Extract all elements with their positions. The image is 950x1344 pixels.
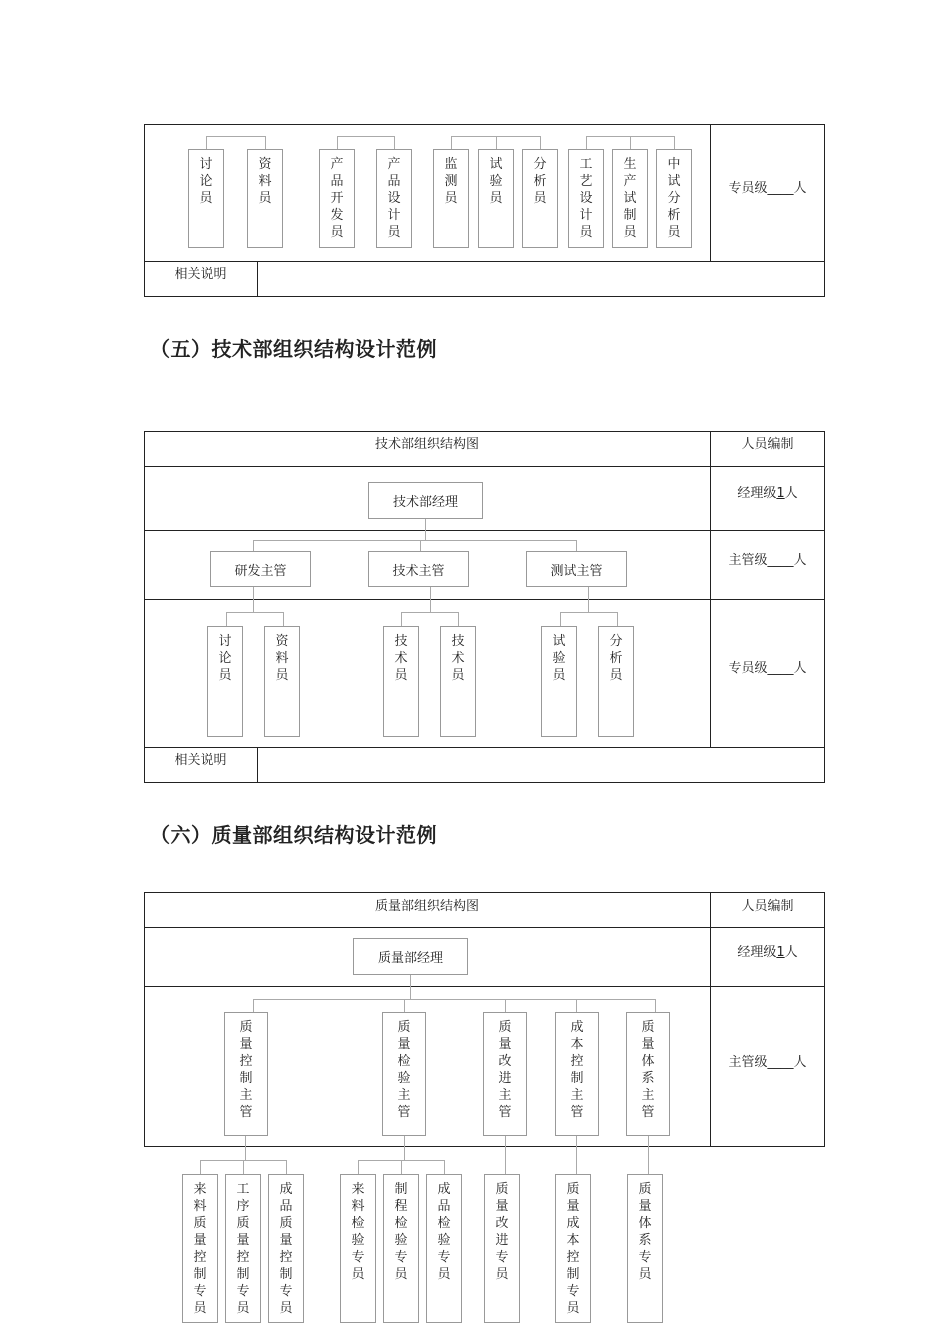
staff-box: 资料员 xyxy=(247,149,283,248)
note-label: 相关说明 xyxy=(174,267,227,282)
supervisor-box: 质量检验主管 xyxy=(382,1012,426,1136)
supervisor-box: 研发主管 xyxy=(210,551,311,587)
supervisor-box: 质量体系主管 xyxy=(626,1012,670,1136)
staff-box: 产品开发员 xyxy=(319,149,355,248)
staff-box: 生产试制员 xyxy=(612,149,648,248)
staff-box: 工艺设计员 xyxy=(568,149,604,248)
staff-box: 成品质量控制专员 xyxy=(268,1174,304,1323)
staff-box: 讨论员 xyxy=(207,626,243,737)
staff-box: 试验员 xyxy=(541,626,577,737)
section-heading: （五）技术部组织结构设计范例 xyxy=(150,337,437,361)
staff-box: 制程检验专员 xyxy=(383,1174,419,1323)
supervisor-box: 质量控制主管 xyxy=(224,1012,268,1136)
supervisor-box: 质量改进主管 xyxy=(483,1012,527,1136)
staff-box: 资料员 xyxy=(264,626,300,737)
chart-title: 技术部组织结构图 xyxy=(374,437,479,452)
staff-box: 工序质量控制专员 xyxy=(225,1174,261,1323)
staff-box: 技术员 xyxy=(383,626,419,737)
staff-box: 分析员 xyxy=(598,626,634,737)
staff-box: 质量体系专员 xyxy=(627,1174,663,1323)
supervisor-level-label: 主管级____人 xyxy=(728,1055,807,1070)
staff-box: 中试分析员 xyxy=(656,149,692,248)
staff-box: 讨论员 xyxy=(188,149,224,248)
staff-box: 试验员 xyxy=(478,149,514,248)
section-heading: （六）质量部组织结构设计范例 xyxy=(150,823,437,847)
staff-level-label: 专员级____人 xyxy=(728,661,807,676)
note-label: 相关说明 xyxy=(174,753,227,768)
staff-box: 技术员 xyxy=(440,626,476,737)
supervisor-level-label: 主管级____人 xyxy=(728,553,807,568)
staff-box: 监测员 xyxy=(433,149,469,248)
manager-level-label: 经理级1人 xyxy=(737,486,798,501)
staff-level-label: 专员级____人 xyxy=(728,181,807,196)
staff-box: 产品设计员 xyxy=(376,149,412,248)
staffing-header: 人员编制 xyxy=(741,899,794,914)
staff-box: 分析员 xyxy=(522,149,558,248)
staff-box: 来料质量控制专员 xyxy=(182,1174,218,1323)
staff-box: 成品检验专员 xyxy=(426,1174,462,1323)
staff-box: 质量成本控制专员 xyxy=(555,1174,591,1323)
manager-box: 技术部经理 xyxy=(368,482,483,519)
supervisor-box: 测试主管 xyxy=(526,551,627,587)
staff-box: 质量改进专员 xyxy=(484,1174,520,1323)
staff-box: 来料检验专员 xyxy=(340,1174,376,1323)
supervisor-box: 技术主管 xyxy=(368,551,469,587)
manager-level-label: 经理级1人 xyxy=(737,945,798,960)
chart-title: 质量部组织结构图 xyxy=(374,899,479,914)
supervisor-box: 成本控制主管 xyxy=(555,1012,599,1136)
staffing-header: 人员编制 xyxy=(741,437,794,452)
manager-box: 质量部经理 xyxy=(353,938,468,975)
